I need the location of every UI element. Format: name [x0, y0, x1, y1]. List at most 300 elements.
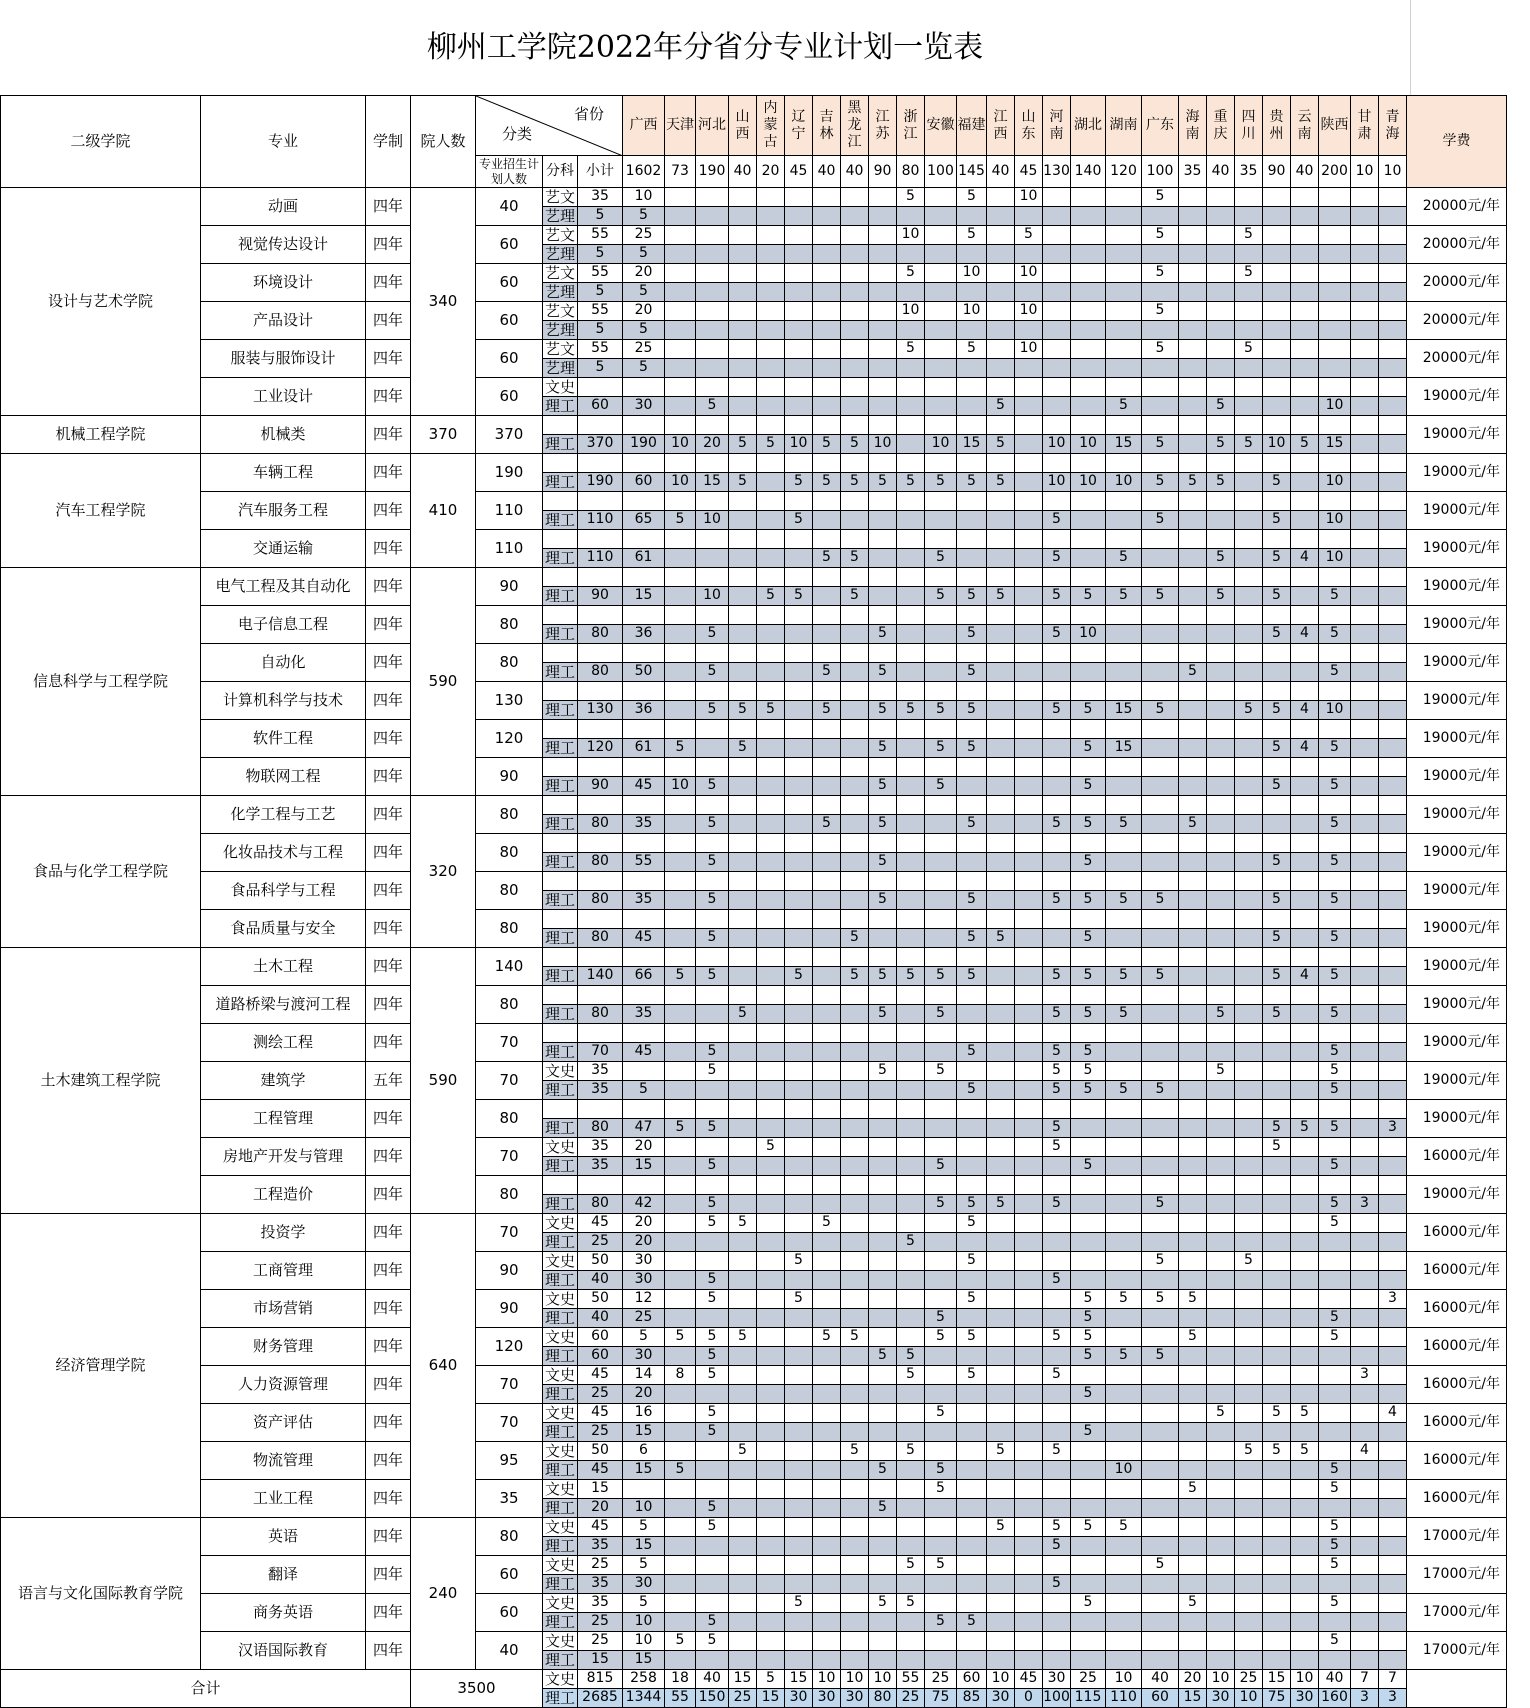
province-cell — [813, 739, 841, 758]
row-type — [543, 606, 578, 625]
province-cell — [1179, 1404, 1207, 1423]
row-subtotal: 35 — [578, 1575, 623, 1594]
row-type — [543, 758, 578, 777]
province-cell — [1379, 1157, 1407, 1176]
province-cell: 5 — [1319, 663, 1351, 682]
province-cell — [1235, 1214, 1263, 1233]
province-cell: 5 — [925, 549, 957, 568]
province-cell — [1207, 568, 1235, 587]
province-cell — [1379, 530, 1407, 549]
province-cell — [1379, 1195, 1407, 1214]
total-province-cell: 30 — [785, 1689, 813, 1708]
province-cell — [1235, 1347, 1263, 1366]
province-cell — [897, 1081, 925, 1100]
province-cell — [1179, 1157, 1207, 1176]
province-cell: 5 — [1263, 1119, 1291, 1138]
province-cell — [1263, 1024, 1291, 1043]
province-cell — [785, 834, 813, 853]
province-cell — [785, 207, 813, 226]
province-cell: 10 — [925, 435, 957, 454]
province-total: 10 — [1351, 156, 1379, 188]
province-cell — [1235, 530, 1263, 549]
province-cell — [1071, 910, 1106, 929]
province-cell — [1379, 948, 1407, 967]
province-cell — [813, 1518, 841, 1537]
province-cell — [1106, 1594, 1142, 1613]
province-cell: 5 — [1179, 815, 1207, 834]
major-tuition: 16000元/年 — [1407, 1480, 1507, 1518]
province-cell — [1207, 872, 1235, 891]
province-cell — [987, 891, 1015, 910]
province-cell — [1291, 1309, 1319, 1328]
total-province-cell: 10 — [869, 1670, 897, 1689]
province-cell — [785, 606, 813, 625]
province-cell — [1207, 1081, 1235, 1100]
row-type — [543, 872, 578, 891]
province-cell — [1351, 1271, 1379, 1290]
province-cell — [841, 359, 869, 378]
college-name: 设计与艺术学院 — [1, 188, 201, 416]
province-cell — [1043, 321, 1071, 340]
row-type: 文史 — [543, 1442, 578, 1461]
province-cell — [1263, 1176, 1291, 1195]
total-province-cell: 15 — [757, 1689, 785, 1708]
province-cell — [1351, 1347, 1379, 1366]
province-cell — [785, 1423, 813, 1442]
province-cell: 5 — [1235, 1252, 1263, 1271]
row-subtotal: 45 — [578, 1461, 623, 1480]
province-cell: 5 — [897, 1594, 925, 1613]
major-name: 化学工程与工艺 — [201, 796, 366, 834]
row-subtotal: 120 — [578, 739, 623, 758]
province-cell — [757, 1233, 785, 1252]
province-cell: 5 — [1106, 587, 1142, 606]
province-cell: 5 — [1179, 1594, 1207, 1613]
province-cell — [1015, 1309, 1043, 1328]
row-type — [543, 796, 578, 815]
province-cell — [897, 1214, 925, 1233]
province-cell — [1015, 1461, 1043, 1480]
province-cell — [729, 1290, 757, 1309]
province-cell — [1263, 1062, 1291, 1081]
major-tuition: 19000元/年 — [1407, 1024, 1507, 1062]
province-cell — [1071, 1613, 1106, 1632]
province-cell — [757, 1575, 785, 1594]
province-cell — [841, 321, 869, 340]
province-cell — [1291, 1537, 1319, 1556]
row-type — [543, 910, 578, 929]
province-cell — [1142, 1404, 1179, 1423]
province-cell — [1207, 511, 1235, 530]
major-plan: 70 — [476, 1214, 543, 1252]
province-cell — [1319, 530, 1351, 549]
province-total: 40 — [729, 156, 757, 188]
province-cell — [1142, 1461, 1179, 1480]
province-cell — [1379, 1081, 1407, 1100]
province-cell — [729, 1556, 757, 1575]
province-cell — [1235, 1651, 1263, 1670]
province-cell: 5 — [1142, 302, 1179, 321]
province-cell — [1207, 1233, 1235, 1252]
province-cell — [1179, 302, 1207, 321]
major-name: 环境设计 — [201, 264, 366, 302]
province-cell — [813, 1442, 841, 1461]
province-cell — [987, 1423, 1015, 1442]
province-cell — [957, 1347, 987, 1366]
province-cell — [1142, 1537, 1179, 1556]
province-cell — [869, 454, 897, 473]
province-cell — [1142, 796, 1179, 815]
province-cell — [665, 606, 696, 625]
province-cell — [813, 1537, 841, 1556]
province-cell: 5 — [841, 587, 869, 606]
province-cell — [1263, 1461, 1291, 1480]
province-cell: 20 — [623, 1138, 665, 1157]
header-province-category — [476, 96, 623, 156]
province-cell — [1015, 663, 1043, 682]
province-cell — [869, 1518, 897, 1537]
province-cell: 5 — [1319, 1043, 1351, 1062]
row-subtotal: 35 — [578, 1081, 623, 1100]
province-cell — [623, 910, 665, 929]
province-cell — [813, 1062, 841, 1081]
province-cell — [987, 967, 1015, 986]
province-cell — [1142, 1214, 1179, 1233]
province-cell: 5 — [1071, 1594, 1106, 1613]
province-cell — [1319, 1347, 1351, 1366]
province-cell: 190 — [623, 435, 665, 454]
major-plan: 70 — [476, 1404, 543, 1442]
province-cell — [987, 625, 1015, 644]
province-cell: 5 — [1106, 815, 1142, 834]
province-cell — [696, 739, 729, 758]
province-cell — [757, 1024, 785, 1043]
province-cell — [1263, 1309, 1291, 1328]
province-cell — [1263, 1385, 1291, 1404]
province-cell — [1071, 948, 1106, 967]
province-cell — [1043, 245, 1071, 264]
major-duration: 四年 — [366, 682, 411, 720]
major-plan: 60 — [476, 340, 543, 378]
province-cell — [987, 1100, 1015, 1119]
province-cell — [696, 1385, 729, 1404]
province-cell — [785, 1005, 813, 1024]
province-cell: 10 — [1071, 435, 1106, 454]
province-cell: 5 — [1043, 1119, 1071, 1138]
province-cell — [1291, 1328, 1319, 1347]
province-cell: 5 — [1142, 226, 1179, 245]
province-cell — [1071, 1499, 1106, 1518]
province-cell — [1071, 1632, 1106, 1651]
row-type — [543, 682, 578, 701]
province-cell — [1235, 682, 1263, 701]
province-cell — [696, 872, 729, 891]
province-cell — [1015, 1385, 1043, 1404]
province-cell — [1043, 568, 1071, 587]
province-cell — [1142, 834, 1179, 853]
province-cell — [1015, 1005, 1043, 1024]
province-cell: 8 — [665, 1366, 696, 1385]
province-cell — [869, 492, 897, 511]
province-cell — [1015, 644, 1043, 663]
province-cell — [1291, 758, 1319, 777]
province-cell — [1071, 720, 1106, 739]
province-cell — [1351, 492, 1379, 511]
province-cell — [1179, 796, 1207, 815]
province-cell — [1043, 302, 1071, 321]
province-cell — [1015, 207, 1043, 226]
province-cell — [1351, 1176, 1379, 1195]
major-tuition: 19000元/年 — [1407, 1100, 1507, 1138]
province-cell — [729, 986, 757, 1005]
province-cell — [1179, 1385, 1207, 1404]
province-cell — [869, 1214, 897, 1233]
province-cell — [757, 663, 785, 682]
province-cell — [1142, 454, 1179, 473]
province-cell — [1379, 910, 1407, 929]
province-cell — [1142, 207, 1179, 226]
province-cell — [869, 1404, 897, 1423]
row-subtotal: 190 — [578, 473, 623, 492]
province-cell — [1319, 1290, 1351, 1309]
province-cell: 5 — [1179, 1480, 1207, 1499]
major-tuition: 19000元/年 — [1407, 492, 1507, 530]
province-cell — [1015, 1157, 1043, 1176]
province-cell — [757, 245, 785, 264]
province-cell — [897, 1062, 925, 1081]
major-name: 建筑学 — [201, 1062, 366, 1100]
major-name: 测绘工程 — [201, 1024, 366, 1062]
province-cell — [1351, 530, 1379, 549]
province-cell: 5 — [1207, 1404, 1235, 1423]
province-cell — [665, 1290, 696, 1309]
province-cell: 15 — [696, 473, 729, 492]
province-cell — [1179, 1195, 1207, 1214]
province-cell — [1263, 1632, 1291, 1651]
major-name: 软件工程 — [201, 720, 366, 758]
province-cell: 3 — [1379, 1119, 1407, 1138]
total-province-cell: 10 — [1207, 1670, 1235, 1689]
province-cell — [623, 378, 665, 397]
province-cell: 5 — [729, 1442, 757, 1461]
province-cell — [1071, 1575, 1106, 1594]
major-tuition: 19000元/年 — [1407, 454, 1507, 492]
province-cell — [841, 872, 869, 891]
province-cell — [1015, 473, 1043, 492]
province-cell: 5 — [665, 967, 696, 986]
province-cell — [925, 1537, 957, 1556]
province-cell — [729, 587, 757, 606]
major-name: 食品质量与安全 — [201, 910, 366, 948]
province-cell — [869, 511, 897, 530]
province-cell — [1235, 1024, 1263, 1043]
province-cell — [785, 1157, 813, 1176]
province-cell — [785, 1271, 813, 1290]
province-cell — [897, 1480, 925, 1499]
province-cell — [957, 1138, 987, 1157]
total-province-cell: 30 — [841, 1689, 869, 1708]
province-cell — [729, 1271, 757, 1290]
header-province: 陕西 — [1319, 96, 1351, 156]
province-cell — [1207, 929, 1235, 948]
province-cell — [1291, 1575, 1319, 1594]
province-cell: 5 — [841, 1442, 869, 1461]
row-type: 理工 — [543, 1119, 578, 1138]
province-cell — [1015, 359, 1043, 378]
province-cell: 10 — [1319, 701, 1351, 720]
province-cell: 10 — [665, 473, 696, 492]
province-total: 90 — [1263, 156, 1291, 188]
province-cell — [1106, 359, 1142, 378]
province-cell — [813, 1233, 841, 1252]
province-cell — [1379, 891, 1407, 910]
province-cell — [785, 815, 813, 834]
province-cell — [987, 1594, 1015, 1613]
province-cell — [813, 758, 841, 777]
province-cell — [987, 1499, 1015, 1518]
province-cell — [785, 739, 813, 758]
province-cell — [1179, 1651, 1207, 1670]
province-cell — [925, 1176, 957, 1195]
province-cell — [1142, 986, 1179, 1005]
province-cell — [1235, 815, 1263, 834]
province-cell — [987, 606, 1015, 625]
province-cell — [869, 207, 897, 226]
province-cell — [665, 397, 696, 416]
province-cell — [1351, 1404, 1379, 1423]
province-cell — [841, 891, 869, 910]
row-subtotal — [578, 416, 623, 435]
province-total: 10 — [1379, 156, 1407, 188]
province-cell — [1142, 1328, 1179, 1347]
province-cell — [665, 1518, 696, 1537]
province-cell — [1379, 435, 1407, 454]
province-cell — [665, 891, 696, 910]
province-cell — [1142, 739, 1179, 758]
province-cell: 5 — [1142, 891, 1179, 910]
province-cell — [957, 1100, 987, 1119]
province-cell: 5 — [957, 663, 987, 682]
province-cell — [869, 226, 897, 245]
province-cell — [1291, 1252, 1319, 1271]
province-cell — [623, 1024, 665, 1043]
province-cell — [1291, 1271, 1319, 1290]
major-name: 资产评估 — [201, 1404, 366, 1442]
province-cell — [1043, 1404, 1071, 1423]
major-duration: 四年 — [366, 378, 411, 416]
province-cell — [623, 796, 665, 815]
row-type: 理工 — [543, 739, 578, 758]
province-cell — [957, 872, 987, 891]
province-cell — [1043, 264, 1071, 283]
province-cell — [1263, 264, 1291, 283]
province-cell: 5 — [869, 473, 897, 492]
total-province-cell: 110 — [1106, 1689, 1142, 1708]
province-cell — [1179, 435, 1207, 454]
province-cell — [841, 492, 869, 511]
province-cell: 5 — [1106, 1290, 1142, 1309]
province-cell — [1142, 1024, 1179, 1043]
province-cell — [665, 245, 696, 264]
province-cell — [1015, 682, 1043, 701]
province-cell — [729, 1119, 757, 1138]
row-type: 艺文 — [543, 302, 578, 321]
province-cell — [1142, 777, 1179, 796]
province-cell: 5 — [925, 1195, 957, 1214]
province-cell — [897, 720, 925, 739]
header-province: 重庆 — [1207, 96, 1235, 156]
province-cell — [1179, 1537, 1207, 1556]
province-cell — [813, 1271, 841, 1290]
province-cell — [1319, 644, 1351, 663]
province-cell — [987, 1024, 1015, 1043]
province-cell — [1379, 986, 1407, 1005]
province-cell — [813, 1404, 841, 1423]
province-cell: 10 — [623, 1613, 665, 1632]
province-cell — [1071, 663, 1106, 682]
row-subtotal: 90 — [578, 587, 623, 606]
province-cell — [925, 1233, 957, 1252]
province-cell: 10 — [1015, 302, 1043, 321]
province-cell — [897, 587, 925, 606]
province-cell — [1106, 1328, 1142, 1347]
province-cell — [785, 1537, 813, 1556]
province-cell — [1015, 815, 1043, 834]
province-cell — [1142, 416, 1179, 435]
province-cell — [987, 1157, 1015, 1176]
province-cell — [665, 625, 696, 644]
province-cell — [841, 663, 869, 682]
province-cell — [785, 1632, 813, 1651]
total-province-cell: 10 — [1291, 1670, 1319, 1689]
province-cell — [1351, 758, 1379, 777]
province-cell: 42 — [623, 1195, 665, 1214]
province-cell — [1207, 264, 1235, 283]
province-cell — [757, 283, 785, 302]
province-cell — [869, 872, 897, 891]
province-cell — [957, 207, 987, 226]
province-cell — [623, 530, 665, 549]
province-cell — [1043, 1252, 1071, 1271]
province-cell: 5 — [957, 1195, 987, 1214]
row-type: 文史 — [543, 1480, 578, 1499]
province-cell — [757, 1252, 785, 1271]
province-cell — [1379, 644, 1407, 663]
province-cell — [1291, 872, 1319, 891]
province-cell — [785, 340, 813, 359]
province-cell — [729, 1404, 757, 1423]
province-cell — [987, 1214, 1015, 1233]
province-cell: 15 — [623, 1423, 665, 1442]
total-province-cell: 5 — [757, 1670, 785, 1689]
province-cell — [785, 1366, 813, 1385]
province-cell — [1015, 1575, 1043, 1594]
province-cell — [841, 511, 869, 530]
province-cell — [696, 644, 729, 663]
province-cell — [1235, 625, 1263, 644]
province-cell — [841, 340, 869, 359]
province-cell — [1379, 1214, 1407, 1233]
province-cell — [869, 1328, 897, 1347]
province-cell — [1291, 1138, 1319, 1157]
province-cell — [1319, 1442, 1351, 1461]
province-cell — [841, 1556, 869, 1575]
province-cell — [897, 1632, 925, 1651]
province-cell — [1235, 1366, 1263, 1385]
major-plan: 90 — [476, 568, 543, 606]
province-cell — [1351, 1233, 1379, 1252]
province-cell — [729, 1100, 757, 1119]
